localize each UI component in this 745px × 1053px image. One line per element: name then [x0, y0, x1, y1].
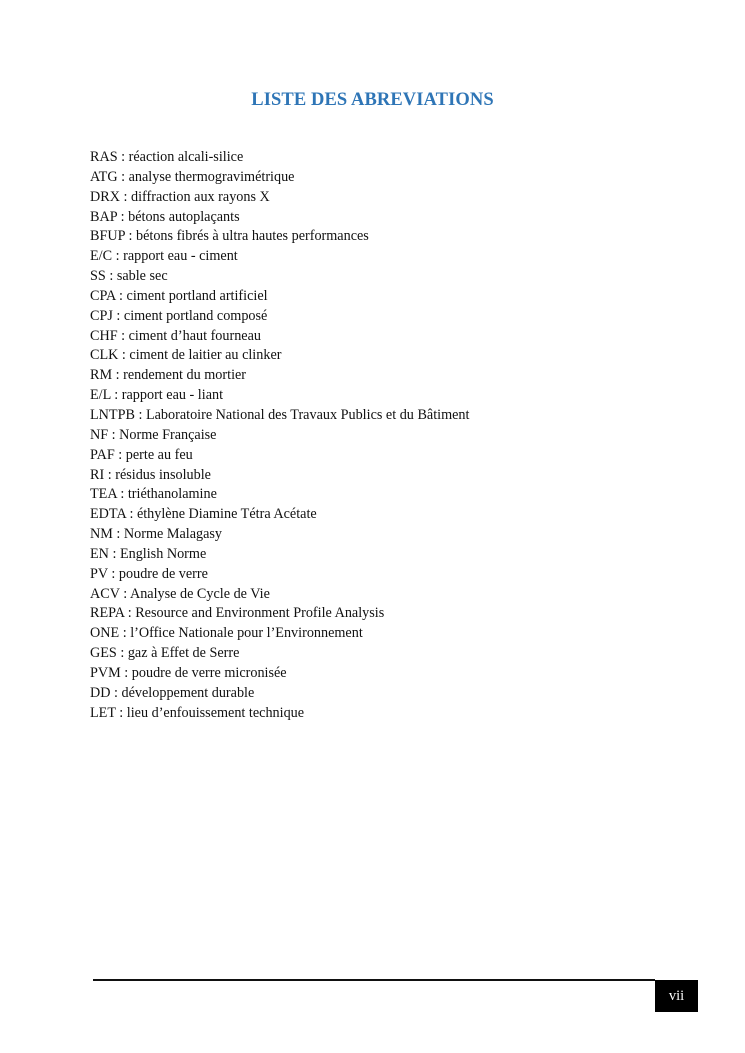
abbreviation-item: PAF : perte au feu [90, 446, 193, 463]
abbreviation-item: ATG : analyse thermogravimétrique [90, 168, 295, 185]
abbreviation-item: ONE : l’Office Nationale pour l’Environnement [90, 625, 363, 642]
abbreviation-item: DD : développement durable [90, 684, 255, 701]
abbreviation-item: PV : poudre de verre [90, 565, 208, 582]
abbreviation-item: RI : résidus insoluble [90, 466, 211, 483]
abbreviation-list [90, 148, 690, 723]
abbreviation-item: BFUP : bétons fibrés à ultra hautes performances [90, 228, 369, 245]
page-title: LISTE DES ABREVIATIONS [251, 90, 494, 110]
abbreviation-item: LET : lieu d’enfouissement technique [90, 704, 305, 721]
abbreviation-item: CLK : ciment de laitier au clinker [90, 347, 282, 364]
abbreviation-item: RAS : réaction alcali-silice [90, 149, 244, 165]
abbreviation-item: PVM : poudre de verre micronisée [90, 664, 287, 681]
abbreviation-item: CPA : ciment portland artificiel [90, 287, 268, 304]
abbreviation-item: E/C : rapport eau - ciment [90, 248, 238, 265]
abbreviation-item: LNTPB : Laboratoire National des Travaux Publics et du Bâtiment [90, 406, 470, 423]
abbreviation-item: NF : Norme Française [90, 426, 217, 443]
abbreviation-item: E/L : rapport eau - liant [90, 387, 224, 404]
abbreviation-item: DRX : diffraction aux rayons X [90, 188, 270, 205]
abbreviation-item: REPA : Resource and Environment Profile Analysis [90, 605, 385, 622]
abbreviation-item: TEA : triéthanolamine [90, 486, 217, 503]
abbreviation-item: CPJ : ciment portland composé [90, 307, 268, 324]
abbreviation-item: EDTA : éthylène Diamine Tétra Acétate [90, 506, 317, 523]
abbreviation-item: SS : sable sec [90, 268, 168, 285]
abbreviation-item: CHF : ciment d’haut fourneau [90, 327, 261, 344]
abbreviation-item: ACV : Analyse de Cycle de Vie [90, 585, 270, 602]
abbreviation-item: NM : Norme Malagasy [90, 526, 222, 543]
abbreviation-item: RM : rendement du mortier [90, 367, 247, 384]
abbreviation-item: EN : English Norme [90, 545, 207, 562]
footer-divider [93, 979, 655, 981]
abbreviation-item: BAP : bétons autoplaçants [90, 208, 240, 225]
abbreviation-item: GES : gaz à Effet de Serre [90, 645, 240, 662]
page-number: vii [668, 987, 685, 1004]
page-number-badge [655, 980, 698, 1012]
